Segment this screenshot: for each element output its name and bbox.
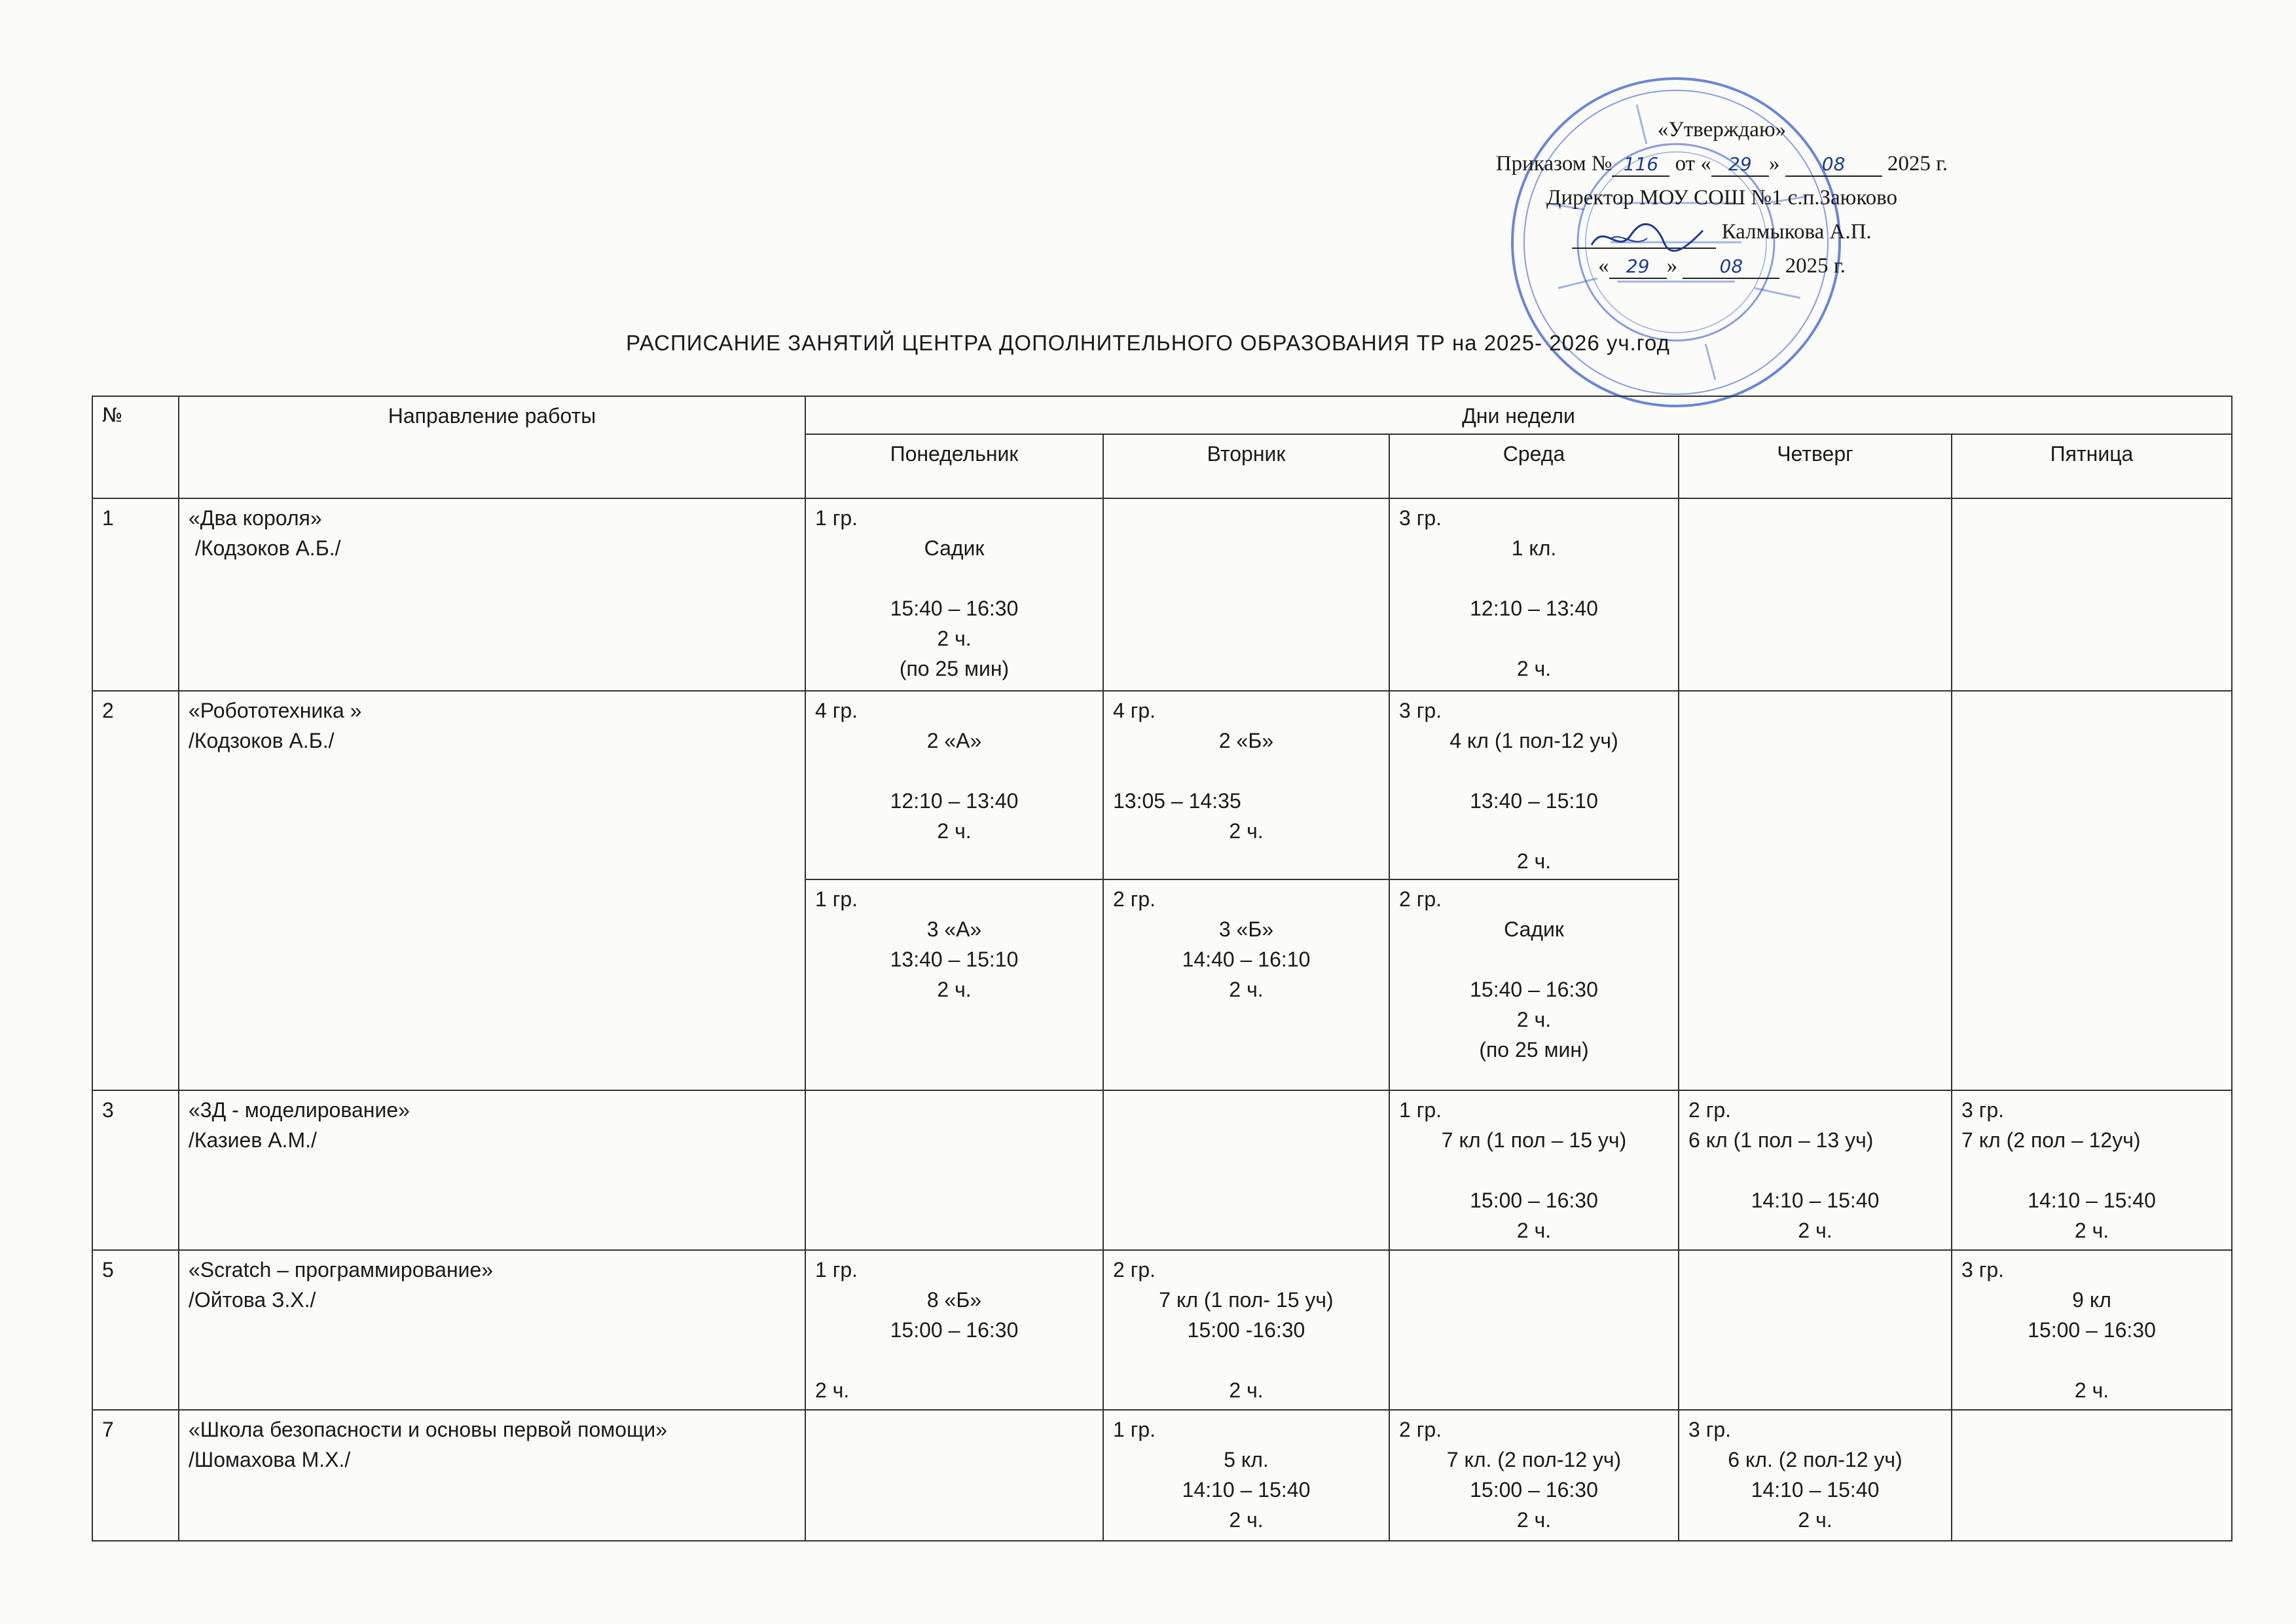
slot-hours: 2 ч. [1516, 1219, 1552, 1242]
slot-class: 7 кл. (2 пол-12 уч) [1446, 1448, 1622, 1471]
slot-class: 1 кл. [1511, 536, 1557, 560]
slot-monday [805, 879, 1103, 1090]
slot-time: 15:00 – 16:30 [2028, 1318, 2156, 1342]
order-month: 08 [1785, 153, 1882, 177]
date-day: 29 [1609, 255, 1667, 279]
program-name: «Scratch – программирование» [189, 1258, 494, 1282]
program-teacher: /Шомахова М.Х./ [189, 1448, 351, 1471]
program-cell [179, 1250, 805, 1410]
program-name: «Два короля» [189, 506, 322, 530]
row-number: 7 [92, 1410, 179, 1541]
slot-friday [1952, 498, 2232, 691]
slot-hours: 2 ч. [937, 978, 972, 1001]
slot-class: 7 кл (1 пол- 15 уч) [1159, 1288, 1334, 1312]
slot-time: 14:10 – 15:40 [1751, 1478, 1880, 1502]
slot-group: 1 гр. [815, 887, 858, 911]
slot-class: 9 кл [2072, 1288, 2111, 1312]
slot-hours: 2 ч. [937, 819, 972, 843]
table-row [92, 1410, 2232, 1541]
approval-title: «Утверждаю» [1657, 118, 1787, 141]
slot-class: 5 кл. [1224, 1448, 1269, 1471]
row-number: 5 [92, 1250, 179, 1410]
slot-hours: 2 ч. [1229, 1378, 1264, 1402]
slot-time: 14:10 – 15:40 [1182, 1478, 1311, 1502]
program-name: «Робототехника » [189, 699, 362, 722]
slot-time: 15:00 – 16:30 [1470, 1478, 1598, 1502]
slot-class: 6 кл (1 пол – 13 уч) [1688, 1128, 1874, 1152]
slot-friday [1952, 1090, 2232, 1250]
slot-monday [805, 1250, 1103, 1410]
slot-note: (по 25 мин) [1479, 1038, 1589, 1061]
order-number: 116 [1612, 153, 1669, 177]
slot-time: 13:40 – 15:10 [1470, 789, 1598, 813]
slot-hours: 2 ч. [1229, 1508, 1264, 1532]
slot-hours: 2 ч. [1798, 1508, 1832, 1532]
slot-thursday [1679, 1090, 1952, 1250]
slot-class: 2 «А» [926, 729, 982, 752]
slot-monday [805, 1090, 1103, 1250]
slot-hours: 2 ч. [1798, 1219, 1832, 1242]
header-direction: Направление работы [179, 396, 805, 498]
table-row [92, 498, 2232, 691]
slot-friday [1952, 691, 2232, 1090]
slot-group: 1 гр. [1399, 1098, 1442, 1122]
date-close: » [1666, 254, 1678, 278]
row-number: 1 [92, 498, 179, 691]
header-day-friday: Пятница [1952, 434, 2232, 498]
slot-group: 1 гр. [1113, 1418, 1156, 1441]
slot-time: 14:10 – 15:40 [1751, 1189, 1880, 1212]
approval-block [1467, 113, 1977, 283]
table-row [92, 691, 2232, 879]
header-number: № [92, 396, 179, 498]
order-from: от « [1675, 152, 1711, 175]
slot-hours: 2 ч. [2074, 1219, 2109, 1242]
slot-wednesday [1389, 691, 1679, 879]
slot-tuesday [1103, 1090, 1389, 1250]
document-title: РАСПИСАНИЕ ЗАНЯТИЙ ЦЕНТРА ДОПОЛНИТЕЛЬНОГО ОБРАЗОВАНИЯ ТР на 2025- 2026 уч.год [626, 331, 1670, 355]
approval-date-line [1467, 249, 1977, 283]
slot-hours: 2 ч. [1516, 849, 1552, 873]
slot-wednesday [1389, 498, 1679, 691]
slot-group: 2 гр. [1688, 1098, 1732, 1122]
slot-hours: 2 ч. [2074, 1378, 2109, 1402]
slot-class: 8 «Б» [926, 1288, 982, 1312]
slot-group: 1 гр. [815, 506, 858, 530]
slot-hours: 2 ч. [1229, 819, 1264, 843]
slot-tuesday [1103, 691, 1389, 879]
header-day-tuesday: Вторник [1103, 434, 1389, 498]
slot-group: 4 гр. [1113, 699, 1156, 722]
slot-tuesday [1103, 1250, 1389, 1410]
slot-time: 15:40 – 16:30 [890, 597, 1019, 620]
slot-monday [805, 498, 1103, 691]
slot-thursday [1679, 691, 1952, 1090]
slot-monday [805, 691, 1103, 879]
slot-class: 7 кл (2 пол – 12уч) [1961, 1128, 2141, 1152]
slot-hours: 2 ч. [1516, 1008, 1552, 1031]
slot-group: 3 гр. [1961, 1098, 2005, 1122]
slot-time: 13:05 – 14:35 [1113, 789, 1241, 813]
slot-time: 14:10 – 15:40 [2028, 1189, 2156, 1212]
slot-group: 3 гр. [1961, 1258, 2005, 1282]
slot-group: 2 гр. [1399, 887, 1442, 911]
slot-friday [1952, 1410, 2232, 1541]
row-number: 2 [92, 691, 179, 1090]
order-quote: » [1768, 152, 1780, 175]
slot-time: 13:40 – 15:10 [890, 948, 1019, 971]
slot-hours: 2 ч. [1516, 1508, 1552, 1532]
slot-hours: 2 ч. [1516, 657, 1552, 680]
header-day-wednesday: Среда [1389, 434, 1679, 498]
slot-friday [1952, 1250, 2232, 1410]
slot-tuesday [1103, 1410, 1389, 1541]
program-teacher: /Кодзоков А.Б./ [195, 536, 341, 560]
schedule-table [92, 396, 2232, 1541]
program-name: «3Д - моделирование» [189, 1098, 410, 1122]
slot-note: (по 25 мин) [899, 657, 1010, 680]
slot-tuesday [1103, 879, 1389, 1090]
slot-time: 15:00 – 16:30 [890, 1318, 1019, 1342]
handwritten-signature [1572, 225, 1716, 249]
slot-group: 3 гр. [1688, 1418, 1732, 1441]
slot-thursday [1679, 498, 1952, 691]
slot-hours: 2 ч. [937, 627, 972, 650]
program-cell [179, 691, 805, 1090]
header-days-group: Дни недели [805, 396, 2232, 434]
date-month: 08 [1683, 255, 1779, 279]
director-name: Калмыкова А.П. [1721, 220, 1872, 244]
slot-group: 2 гр. [1113, 887, 1156, 911]
slot-group: 4 гр. [815, 699, 858, 722]
approval-order-line [1467, 147, 1977, 181]
order-year: 2025 г. [1887, 152, 1948, 175]
program-teacher: /Казиев А.М./ [189, 1128, 317, 1152]
slot-wednesday [1389, 1410, 1679, 1541]
date-open: « [1598, 254, 1609, 278]
order-prefix: Приказом № [1495, 152, 1613, 175]
slot-time: 15:00 -16:30 [1187, 1318, 1305, 1342]
slot-group: 3 гр. [1399, 699, 1442, 722]
program-teacher: /Ойтова З.Х./ [189, 1288, 316, 1312]
slot-wednesday [1389, 1250, 1679, 1410]
slot-time: 14:40 – 16:10 [1182, 948, 1311, 971]
slot-wednesday [1389, 1090, 1679, 1250]
slot-wednesday [1389, 879, 1679, 1090]
slot-time: 15:00 – 16:30 [1470, 1189, 1598, 1212]
slot-monday [805, 1410, 1103, 1541]
program-name: «Школа безопасности и основы первой помощи» [189, 1418, 668, 1441]
slot-class: Садик [1504, 917, 1564, 941]
row-number: 3 [92, 1090, 179, 1250]
date-year: 2025 г. [1785, 254, 1846, 278]
header-day-thursday: Четверг [1679, 434, 1952, 498]
slot-time: 15:40 – 16:30 [1470, 978, 1598, 1001]
slot-class: 3 «А» [926, 917, 982, 941]
slot-class: 4 кл (1 пол-12 уч) [1449, 729, 1618, 752]
slot-group: 1 гр. [815, 1258, 858, 1282]
slot-thursday [1679, 1410, 1952, 1541]
table-row [92, 1090, 2232, 1250]
slot-time: 12:10 – 13:40 [1470, 597, 1598, 620]
header-day-monday: Понедельник [805, 434, 1103, 498]
slot-class: 2 «Б» [1218, 729, 1274, 752]
director-signature-line [1467, 215, 1977, 249]
slot-group: 3 гр. [1399, 506, 1442, 530]
slot-group: 2 гр. [1113, 1258, 1156, 1282]
slot-class: 3 «Б» [1218, 917, 1274, 941]
slot-hours: 2 ч. [1229, 978, 1264, 1001]
slot-hours: 2 ч. [815, 1378, 850, 1402]
director-line: Директор МОУ СОШ №1 с.п.Заюково [1546, 186, 1898, 210]
slot-thursday [1679, 1250, 1952, 1410]
table-row [92, 1250, 2232, 1410]
slot-class: 6 кл. (2 пол-12 уч) [1728, 1448, 1903, 1471]
slot-group: 2 гр. [1399, 1418, 1442, 1441]
order-day: 29 [1711, 153, 1769, 177]
slot-class: Садик [924, 536, 985, 560]
slot-time: 12:10 – 13:40 [890, 789, 1019, 813]
slot-class: 7 кл (1 пол – 15 уч) [1441, 1128, 1627, 1152]
program-cell [179, 1410, 805, 1541]
program-cell [179, 1090, 805, 1250]
program-teacher: /Кодзоков А.Б./ [189, 729, 335, 752]
slot-tuesday [1103, 498, 1389, 691]
program-cell [179, 498, 805, 691]
